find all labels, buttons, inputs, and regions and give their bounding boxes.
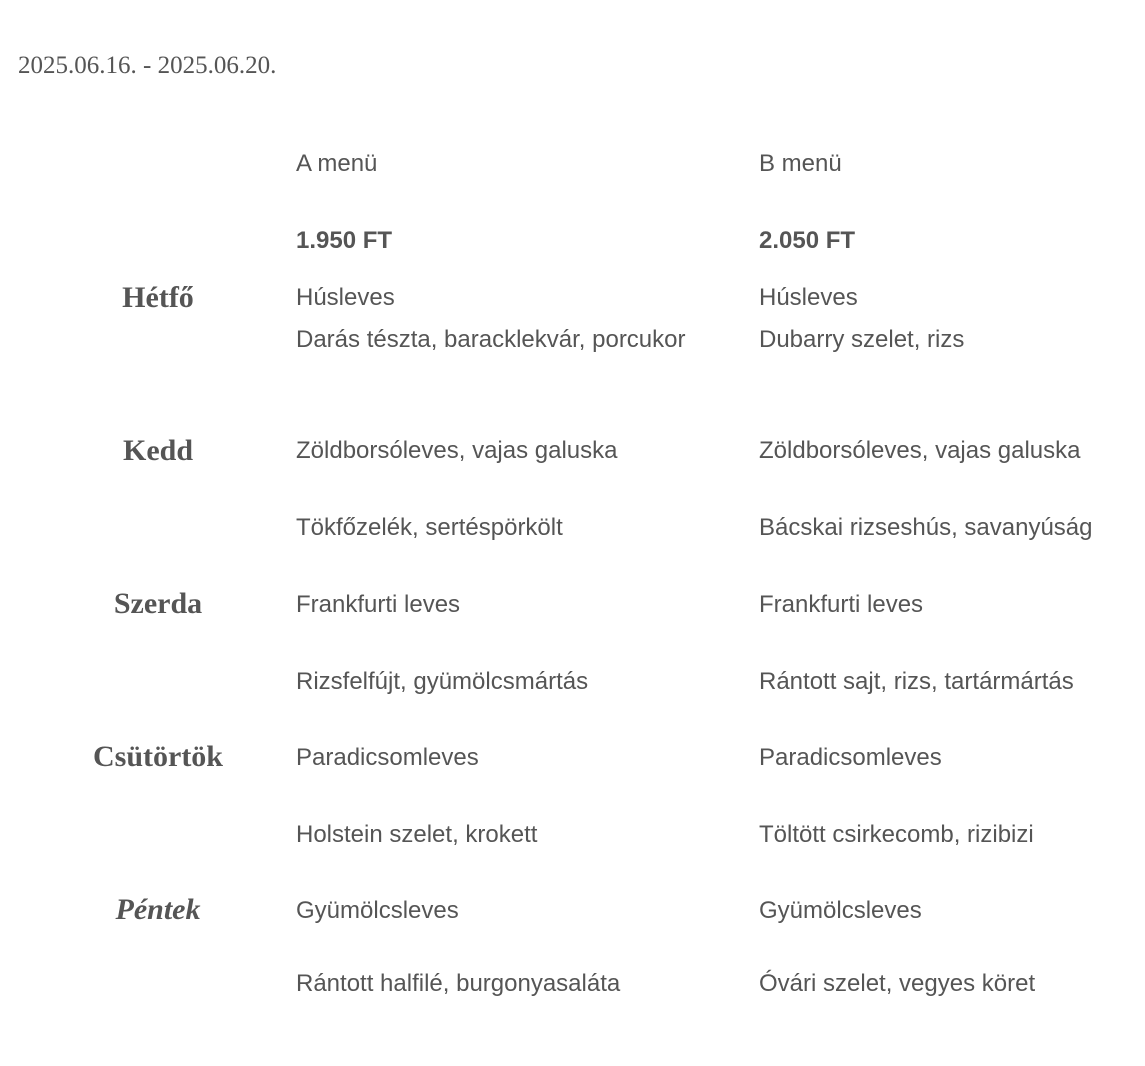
menu-b-price: 2.050 FT xyxy=(759,227,856,254)
menu-b-wednesday-main: Rántott sajt, rizs, tartármártás xyxy=(759,668,1074,695)
day-label-thursday: Csütörtök xyxy=(92,740,223,773)
menu-b-friday-main: Óvári szelet, vegyes köret xyxy=(759,970,1036,997)
day-label-tuesday: Kedd xyxy=(122,434,194,467)
menu-a-monday-main: Darás tészta, baracklekvár, porcukor xyxy=(296,326,686,353)
date-range: 2025.06.16. - 2025.06.20. xyxy=(18,52,277,79)
menu-b-wednesday-soup: Frankfurti leves xyxy=(759,591,924,618)
menu-b-tuesday-soup: Zöldborsóleves, vajas galuska xyxy=(759,437,1081,464)
menu-a-thursday-soup: Paradicsomleves xyxy=(296,744,479,771)
menu-a-thursday-main: Holstein szelet, krokett xyxy=(296,821,538,848)
menu-a-tuesday-soup: Zöldborsóleves, vajas galuska xyxy=(296,437,618,464)
menu-b-tuesday-main: Bácskai rizseshús, savanyúság xyxy=(759,514,1093,541)
menu-a-price: 1.950 FT xyxy=(296,227,393,254)
menu-b-monday-soup: Húsleves xyxy=(759,284,858,311)
menu-a-friday-soup: Gyümölcsleves xyxy=(296,897,459,924)
menu-a-title: A menü xyxy=(296,150,378,177)
menu-a-tuesday-main: Tökfőzelék, sertéspörkölt xyxy=(296,514,563,541)
menu-a-friday-main: Rántott halfilé, burgonyasaláta xyxy=(296,970,621,997)
day-label-friday: Péntek xyxy=(115,893,201,926)
menu-b-thursday-soup: Paradicsomleves xyxy=(759,744,942,771)
menu-a-wednesday-main: Rizsfelfújt, gyümölcsmártás xyxy=(296,668,589,695)
menu-b-monday-main: Dubarry szelet, rizs xyxy=(759,326,965,353)
menu-b-friday-soup: Gyümölcsleves xyxy=(759,897,922,924)
menu-a-monday-soup: Húsleves xyxy=(296,284,395,311)
day-label-monday: Hétfő xyxy=(122,281,194,314)
menu-a-wednesday-soup: Frankfurti leves xyxy=(296,591,461,618)
day-label-wednesday: Szerda xyxy=(113,587,203,620)
menu-b-thursday-main: Töltött csirkecomb, rizibizi xyxy=(759,821,1034,848)
menu-b-title: B menü xyxy=(759,150,842,177)
